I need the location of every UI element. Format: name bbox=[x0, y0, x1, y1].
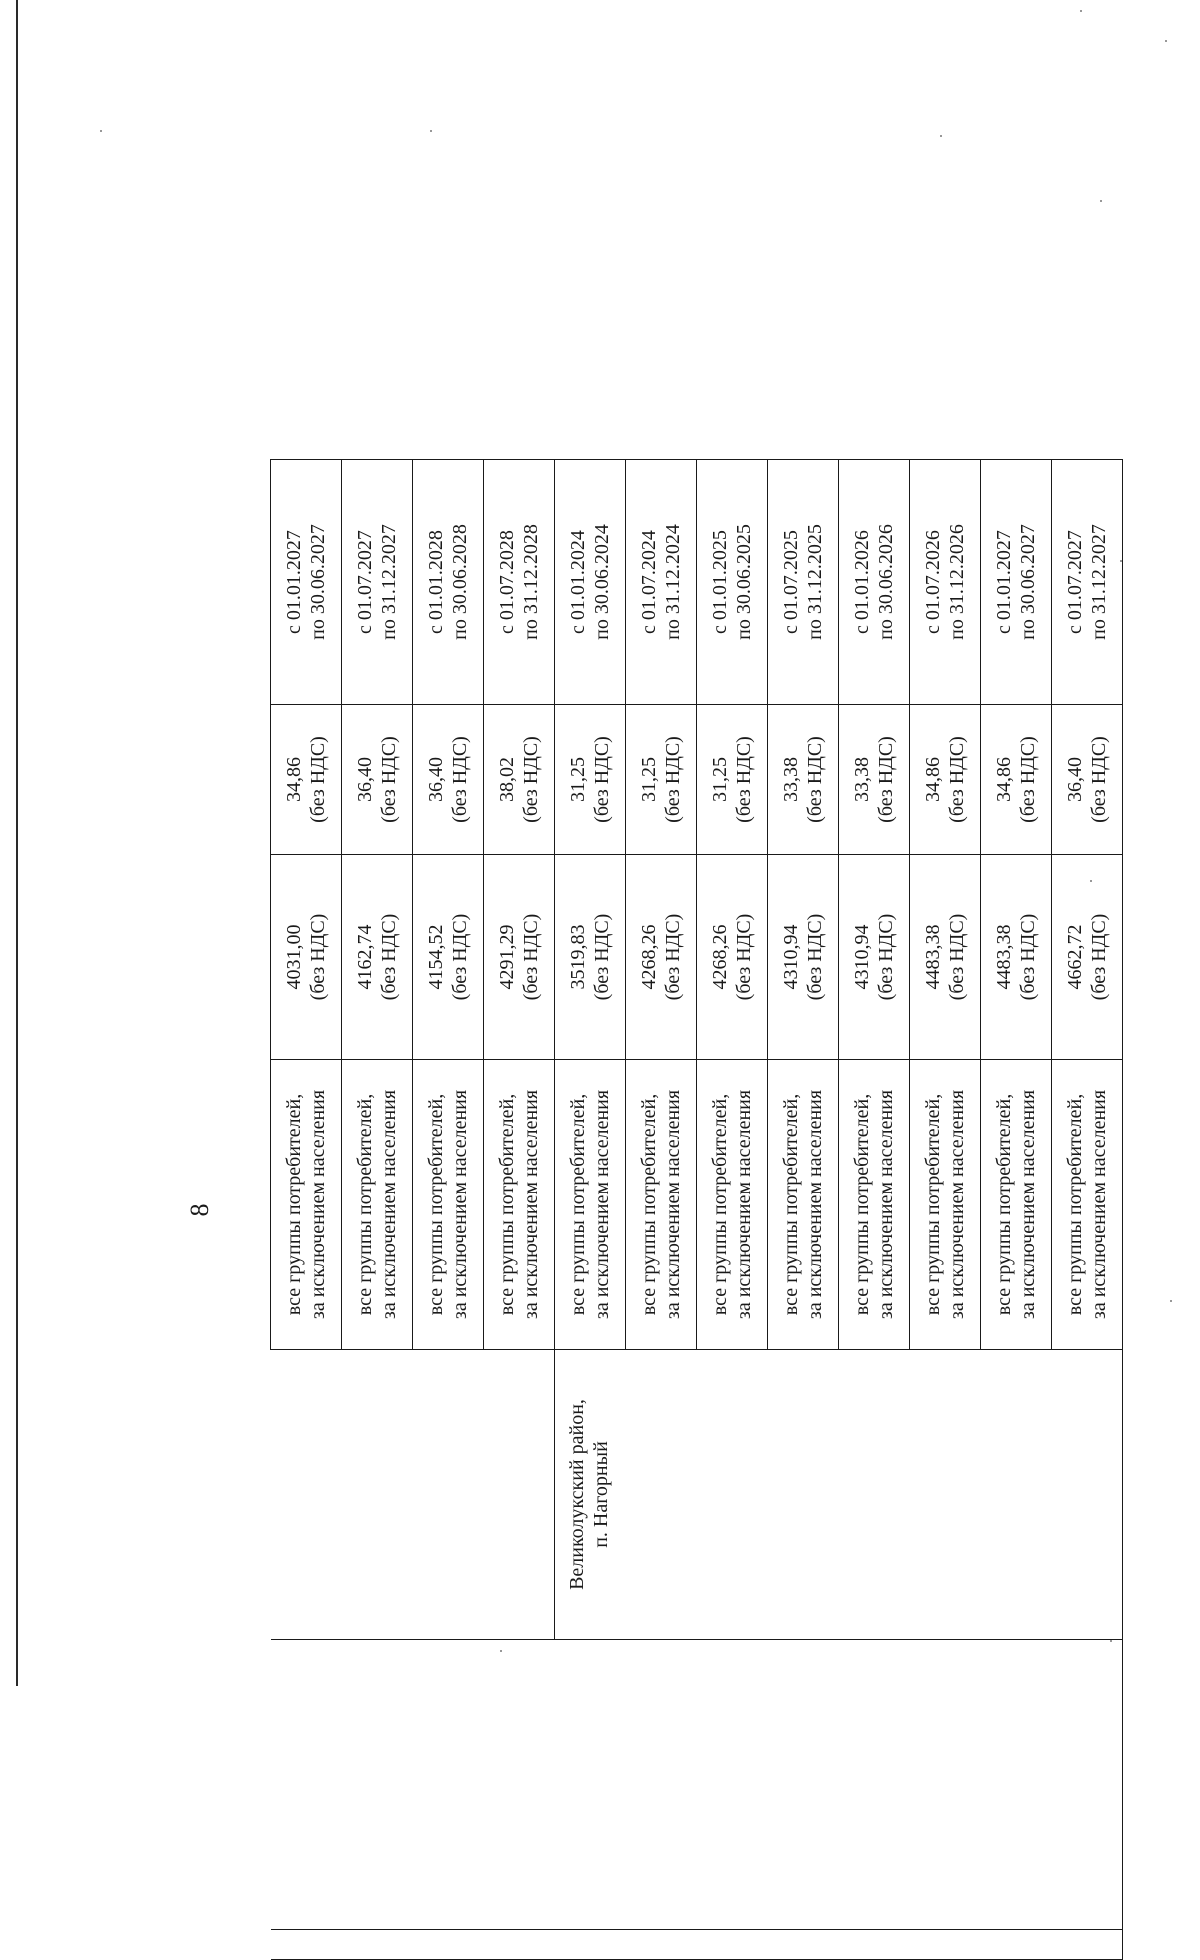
consumers-cell-line: за исключением населения bbox=[1088, 1089, 1110, 1320]
period-cell bbox=[768, 460, 839, 705]
period-cell-line: по 30.06.2024 bbox=[591, 524, 613, 640]
second-rate-cell-line: (без НДС) bbox=[662, 736, 684, 823]
scan-speck bbox=[1080, 10, 1082, 12]
period-cell-line: по 31.12.2028 bbox=[520, 524, 542, 640]
consumers-cell-line: все группы потребителей, bbox=[709, 1093, 731, 1316]
consumers-cell-line: за исключением населения bbox=[307, 1089, 329, 1320]
tariff-table bbox=[270, 459, 1123, 1960]
consumers-cell bbox=[981, 1060, 1052, 1350]
second-rate-cell bbox=[626, 705, 697, 855]
period-cell-line: по 30.06.2028 bbox=[449, 524, 471, 640]
tariff-rate-cell-line: 4310,94 bbox=[780, 924, 802, 990]
period-cell-line: с 01.01.2027 bbox=[993, 530, 1015, 634]
second-rate-cell-line: (без НДС) bbox=[378, 736, 400, 823]
consumers-cell bbox=[697, 1060, 768, 1350]
second-rate-cell-line: 34,86 bbox=[922, 757, 944, 802]
period-cell-line: по 31.12.2026 bbox=[946, 524, 968, 640]
tariff-rate-cell-line: (без НДС) bbox=[1088, 913, 1110, 1001]
tariff-rate-cell-line: (без НДС) bbox=[733, 913, 755, 1001]
tariff-rate-cell bbox=[981, 855, 1052, 1060]
period-cell-line: с 01.07.2025 bbox=[780, 530, 802, 634]
period-cell-line: с 01.01.2025 bbox=[709, 530, 731, 634]
second-rate-cell-line: 33,38 bbox=[851, 757, 873, 802]
second-rate-cell-line: 36,40 bbox=[425, 757, 447, 802]
tariff-rate-cell-line: 4268,26 bbox=[709, 924, 731, 990]
second-rate-cell-line: (без НДС) bbox=[449, 736, 471, 823]
page-number: 8 bbox=[185, 1203, 214, 1217]
tariff-rate-cell-line: (без НДС) bbox=[449, 913, 471, 1001]
period-cell-line: по 31.12.2025 bbox=[804, 524, 826, 640]
period-cell-line: с 01.07.2027 bbox=[1064, 530, 1086, 634]
tariff-rate-cell bbox=[910, 855, 981, 1060]
period-cell-line: с 01.01.2027 bbox=[283, 530, 305, 634]
tariff-rate-cell-line: (без НДС) bbox=[591, 913, 613, 1001]
second-rate-cell bbox=[981, 705, 1052, 855]
tariff-rate-cell-line: (без НДС) bbox=[378, 913, 400, 1001]
consumers-cell-line: за исключением населения bbox=[520, 1089, 542, 1320]
period-cell-line: по 30.06.2025 bbox=[733, 524, 755, 640]
tariff-rate-cell-line: (без НДС) bbox=[307, 913, 329, 1001]
tariff-rate-cell bbox=[768, 855, 839, 1060]
second-rate-cell-line: 34,86 bbox=[993, 757, 1015, 802]
consumers-cell-line: все группы потребителей, bbox=[425, 1093, 447, 1316]
second-rate-cell-line: 36,40 bbox=[1064, 757, 1086, 802]
tariff-rate-cell-line: 4662,72 bbox=[1064, 924, 1086, 990]
area-cell-empty bbox=[271, 1350, 555, 1640]
consumers-cell bbox=[768, 1060, 839, 1350]
period-cell-line: по 31.12.2027 bbox=[1088, 524, 1110, 640]
second-rate-cell bbox=[271, 705, 342, 855]
scan-speck bbox=[1170, 1300, 1172, 1302]
consumers-cell-line: за исключением населения bbox=[662, 1089, 684, 1320]
consumers-cell bbox=[271, 1060, 342, 1350]
tariff-rate-cell-line: (без НДС) bbox=[520, 913, 542, 1001]
second-rate-cell-line: (без НДС) bbox=[804, 736, 826, 823]
consumers-cell-line: все группы потребителей, bbox=[993, 1093, 1015, 1316]
tariff-rate-cell bbox=[555, 855, 626, 1060]
second-rate-cell-line: (без НДС) bbox=[875, 736, 897, 823]
consumers-cell-line: все группы потребителей, bbox=[922, 1093, 944, 1316]
consumers-cell-line: все группы потребителей, bbox=[851, 1093, 873, 1316]
period-cell-line: по 31.12.2027 bbox=[378, 524, 400, 640]
consumers-cell-line: все группы потребителей, bbox=[780, 1093, 802, 1316]
second-rate-cell-line: 36,40 bbox=[354, 757, 376, 802]
period-cell-line: с 01.07.2027 bbox=[354, 530, 376, 634]
consumers-cell bbox=[1052, 1060, 1123, 1350]
consumers-cell-line: за исключением населения bbox=[804, 1089, 826, 1320]
consumers-cell bbox=[484, 1060, 555, 1350]
consumers-cell-line: за исключением населения bbox=[946, 1089, 968, 1320]
tariff-rate-cell bbox=[271, 855, 342, 1060]
second-rate-cell-line: 33,38 bbox=[780, 757, 802, 802]
tariff-rate-cell-line: 4162,74 bbox=[354, 924, 376, 990]
left-margin-rule bbox=[16, 0, 18, 1686]
second-rate-cell-line: 34,86 bbox=[283, 757, 305, 802]
consumers-cell-line: за исключением населения bbox=[875, 1089, 897, 1320]
consumers-cell bbox=[626, 1060, 697, 1350]
area-name-line: п. Нагорный bbox=[590, 1441, 612, 1548]
tariff-rate-cell bbox=[342, 855, 413, 1060]
consumers-cell-line: за исключением населения bbox=[1017, 1089, 1039, 1320]
tariff-rate-cell bbox=[626, 855, 697, 1060]
period-cell-line: с 01.01.2026 bbox=[851, 530, 873, 634]
blank-column-narrow bbox=[271, 1930, 1123, 1960]
tariff-rate-cell bbox=[413, 855, 484, 1060]
tariff-rate-cell-line: 4154,52 bbox=[425, 924, 447, 990]
second-rate-cell-line: (без НДС) bbox=[307, 736, 329, 823]
consumers-cell-line: за исключением населения bbox=[378, 1089, 400, 1320]
period-cell-line: по 30.06.2027 bbox=[1017, 524, 1039, 640]
scan-speck bbox=[940, 135, 942, 137]
period-cell bbox=[484, 460, 555, 705]
consumers-cell-line: за исключением населения bbox=[733, 1089, 755, 1320]
period-cell bbox=[981, 460, 1052, 705]
second-rate-cell bbox=[1052, 705, 1123, 855]
second-rate-cell bbox=[484, 705, 555, 855]
consumers-cell bbox=[342, 1060, 413, 1350]
period-cell bbox=[413, 460, 484, 705]
area-cell bbox=[555, 1350, 1123, 1640]
tariff-rate-cell-line: 4310,94 bbox=[851, 924, 873, 990]
tariff-rate-cell-line: 4268,26 bbox=[638, 924, 660, 990]
consumers-cell-line: все группы потребителей, bbox=[496, 1093, 518, 1316]
second-rate-cell-line: 31,25 bbox=[638, 757, 660, 802]
consumers-cell bbox=[910, 1060, 981, 1350]
second-rate-cell-line: (без НДС) bbox=[520, 736, 542, 823]
consumers-cell-line: все группы потребителей, bbox=[283, 1093, 305, 1316]
scan-speck bbox=[1100, 200, 1102, 202]
consumers-cell bbox=[555, 1060, 626, 1350]
period-cell bbox=[555, 460, 626, 705]
period-cell-line: по 30.06.2026 bbox=[875, 524, 897, 640]
consumers-cell-line: все группы потребителей, bbox=[354, 1093, 376, 1316]
tariff-rate-cell-line: (без НДС) bbox=[1017, 913, 1039, 1001]
consumers-cell-line: все группы потребителей, bbox=[638, 1093, 660, 1316]
blank-column-wide bbox=[271, 1640, 1123, 1930]
tariff-rate-cell-line: 3519,83 bbox=[567, 924, 589, 990]
second-rate-cell bbox=[768, 705, 839, 855]
period-cell bbox=[271, 460, 342, 705]
period-cell-line: с 01.07.2028 bbox=[496, 530, 518, 634]
consumers-cell bbox=[413, 1060, 484, 1350]
tariff-rate-cell-line: (без НДС) bbox=[804, 913, 826, 1001]
tariff-rate-cell-line: (без НДС) bbox=[875, 913, 897, 1001]
tariff-rate-cell-line: (без НДС) bbox=[662, 913, 684, 1001]
scan-speck bbox=[1165, 40, 1167, 42]
period-cell bbox=[839, 460, 910, 705]
consumers-cell-line: за исключением населения bbox=[591, 1089, 613, 1320]
tariff-rate-cell-line: 4291,29 bbox=[496, 924, 518, 990]
second-rate-cell-line: (без НДС) bbox=[946, 736, 968, 823]
second-rate-cell-line: (без НДС) bbox=[1088, 736, 1110, 823]
tariff-rate-cell bbox=[697, 855, 768, 1060]
period-cell-line: с 01.07.2026 bbox=[922, 530, 944, 634]
second-rate-cell bbox=[555, 705, 626, 855]
period-cell bbox=[626, 460, 697, 705]
area-name-line: Великолукский район, bbox=[566, 1399, 588, 1590]
second-rate-cell-line: 38,02 bbox=[496, 757, 518, 802]
second-rate-cell bbox=[910, 705, 981, 855]
second-rate-cell bbox=[413, 705, 484, 855]
second-rate-cell-line: 31,25 bbox=[567, 757, 589, 802]
period-cell-line: по 31.12.2024 bbox=[662, 524, 684, 640]
period-cell bbox=[697, 460, 768, 705]
scan-speck bbox=[430, 130, 432, 132]
second-rate-cell-line: (без НДС) bbox=[1017, 736, 1039, 823]
tariff-rate-cell-line: 4483,38 bbox=[922, 924, 944, 990]
period-cell bbox=[1052, 460, 1123, 705]
period-cell-line: по 30.06.2027 bbox=[307, 524, 329, 640]
rotated-page-content bbox=[170, 460, 1110, 1960]
tariff-rate-cell bbox=[484, 855, 555, 1060]
second-rate-cell-line: 31,25 bbox=[709, 757, 731, 802]
period-cell bbox=[342, 460, 413, 705]
period-cell-line: с 01.07.2024 bbox=[638, 530, 660, 634]
second-rate-cell bbox=[342, 705, 413, 855]
tariff-rate-cell-line: 4483,38 bbox=[993, 924, 1015, 990]
period-cell-line: с 01.01.2028 bbox=[425, 530, 447, 634]
consumers-cell-line: за исключением населения bbox=[449, 1089, 471, 1320]
second-rate-cell bbox=[697, 705, 768, 855]
scan-speck bbox=[100, 130, 102, 132]
second-rate-cell bbox=[839, 705, 910, 855]
tariff-rate-cell bbox=[1052, 855, 1123, 1060]
period-cell-line: с 01.01.2024 bbox=[567, 530, 589, 634]
consumers-cell-line: все группы потребителей, bbox=[1064, 1093, 1086, 1316]
consumers-cell-line: все группы потребителей, bbox=[567, 1093, 589, 1316]
second-rate-cell-line: (без НДС) bbox=[591, 736, 613, 823]
second-rate-cell-line: (без НДС) bbox=[733, 736, 755, 823]
tariff-rate-cell-line: 4031,00 bbox=[283, 924, 305, 990]
period-cell bbox=[910, 460, 981, 705]
table-row bbox=[271, 460, 342, 1960]
tariff-rate-cell-line: (без НДС) bbox=[946, 913, 968, 1001]
tariff-rate-cell bbox=[839, 855, 910, 1060]
consumers-cell bbox=[839, 1060, 910, 1350]
